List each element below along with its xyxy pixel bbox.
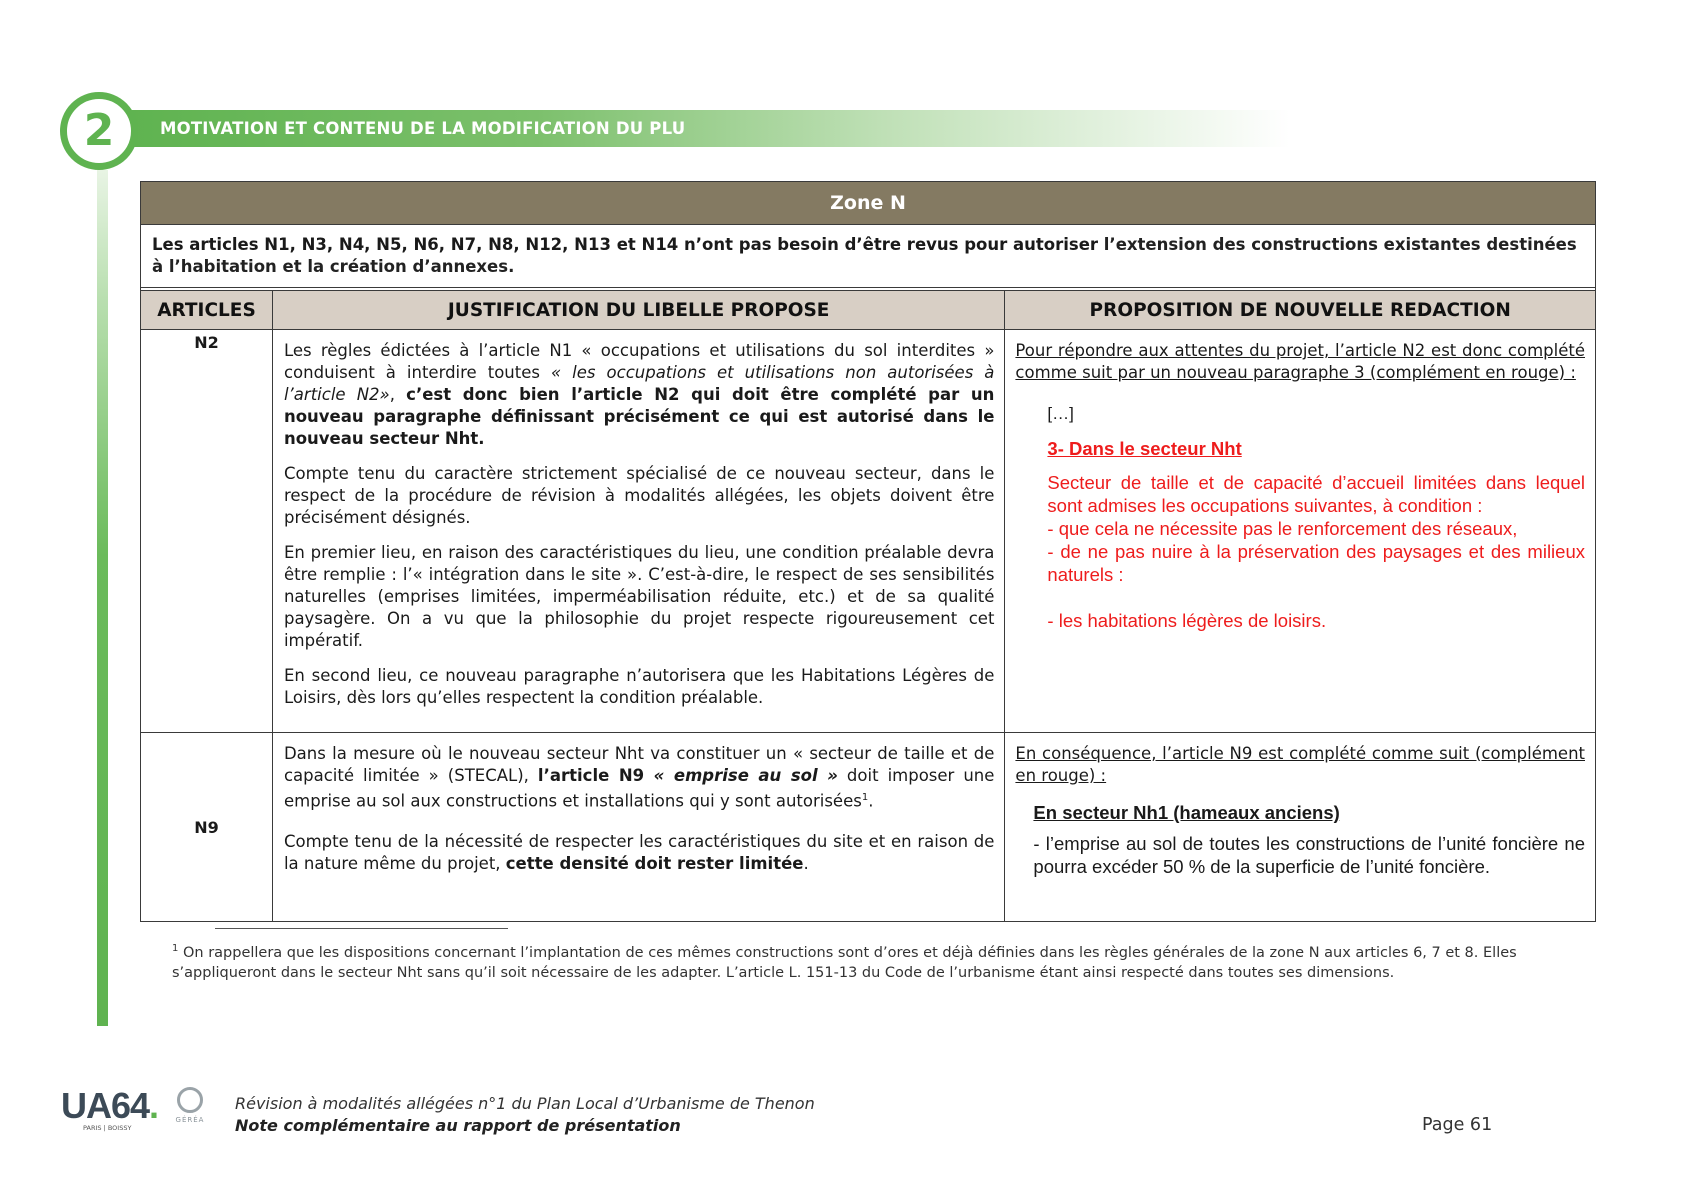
proposition-n2-heading: 3- Dans le secteur Nht — [1047, 438, 1242, 459]
article-n2: N2 — [141, 330, 273, 733]
text-segment: . — [803, 853, 809, 873]
ua64-logo — [61, 1085, 159, 1132]
proposition-n2-text: Secteur de taille et de capacité d’accueil limitées dans lequel sont admises les occupations suivantes, à condition : — [1047, 472, 1585, 516]
proposition-n2-ellipsis: […] — [1047, 404, 1074, 423]
zone-intro-note — [141, 225, 1596, 288]
ua64-logo-subtitle: PARIS | BOISSY — [83, 1124, 132, 1132]
footer-document-subtitle: Note complémentaire au rapport de présentation — [235, 1116, 681, 1135]
gerea-logo — [173, 1087, 207, 1124]
zone-n-table — [140, 181, 1596, 922]
gerea-logo-text: GÉRÉA — [175, 1116, 205, 1124]
text-segment-bold: cette densité doit rester limitée — [505, 853, 804, 873]
chapter-number: 2 — [83, 105, 115, 156]
gerea-logo-icon — [177, 1087, 203, 1113]
footnote — [172, 939, 1552, 983]
table-row-n9 — [141, 733, 1596, 922]
proposition-n2 — [1005, 330, 1596, 733]
proposition-n2-bullet-1: - que cela ne nécessite pas le renforcement des réseaux, — [1047, 518, 1518, 539]
header-proposition: PROPOSITION DE NOUVELLE REDACTION — [1005, 291, 1596, 330]
text-segment-bold: l’article N9 — [537, 766, 654, 785]
zone-intro-part2: l’extension des constructions existantes destinées à l’habitation et la création d’annexes. — [152, 235, 1577, 276]
chapter-side-bar — [97, 170, 108, 1026]
justification-n9-p1 — [284, 743, 994, 813]
proposition-n9 — [1005, 733, 1596, 922]
chapter-title: MOTIVATION ET CONTENU DE LA MODIFICATION DU PLU — [160, 119, 686, 138]
text-segment: Dans la mesure où le nouveau secteur Nht va constituer un « secteur de taille et de capacité limitée » (STECAL), — [283, 744, 995, 785]
footnote-separator — [215, 928, 508, 929]
table-row-n2 — [141, 330, 1596, 733]
header-justification: JUSTIFICATION DU LIBELLE PROPOSE — [272, 291, 1004, 330]
justification-n9 — [272, 733, 1004, 922]
proposition-n2-bullet-3: - les habitations légères de loisirs. — [1047, 610, 1327, 631]
text-segment: Les règles édictées à l’article N1 « occupations et utilisations du sol interdites » conduisent à interdire toutes — [283, 341, 995, 382]
footer-document-title: Révision à modalités allégées n°1 du Plan Local d’Urbanisme de Thenon — [235, 1094, 815, 1113]
text-segment: Compte tenu de la nécessité de respecter les caractéristiques du site et en raison de la nature même du projet, — [283, 831, 995, 873]
justification-n2-p2: Compte tenu du caractère strictement spécialisé de ce nouveau secteur, dans le respect de la procédure de révision à modalités allégées, les objets doivent être précisément désignés. — [283, 464, 995, 527]
justification-n2-p3: En premier lieu, en raison des caractéristiques du lieu, une condition préalable devra être remplie : l’« intégration dans le site ». C’est-à-dire, le respect de ses sensibilités naturelles (emprises limitées, imperméabilisation réduite, etc.) et de sa qualité paysagère. On a vu que la philosophie du projet respecte rigoureusement cet impératif. — [283, 543, 995, 650]
text-segment-bold-italic: « emprise au sol » — [653, 766, 838, 785]
chapter-number-badge — [60, 92, 138, 170]
text-segment: doit imposer une emprise au sol aux constructions et installations qui y sont autorisées — [283, 766, 995, 811]
ua64-logo-text: UA64 — [61, 1085, 150, 1126]
proposition-n9-heading: En secteur Nh1 (hameaux anciens) — [1033, 802, 1340, 823]
text-segment: , — [389, 385, 407, 404]
zone-title: Zone N — [141, 182, 1596, 225]
page-number: Page 61 — [1422, 1115, 1493, 1135]
text-segment-italic: « les occupations et utilisations non autorisées à l’article N2» — [283, 363, 995, 404]
justification-n2 — [272, 330, 1004, 733]
proposition-n2-intro: Pour répondre aux attentes du projet, l’article N2 est donc complété comme suit par un nouveau paragraphe 3 (complément en rouge) : — [1015, 341, 1585, 382]
article-n9: N9 — [141, 733, 273, 922]
header-articles: ARTICLES — [141, 291, 273, 330]
text-segment: . — [868, 791, 874, 811]
zone-intro-part1: Les articles N1, N3, N4, N5, N6, N7, N8, N12, N13 et N14 n’ont pas besoin d’être revus pour autoriser — [152, 235, 1104, 254]
proposition-n2-bullet-2: - de ne pas nuire à la préservation des paysages et des milieux naturels : — [1047, 541, 1585, 585]
footnote-marker: 1 — [172, 943, 179, 954]
justification-n2-p1 — [284, 340, 994, 450]
footnote-reference: 1 — [861, 792, 869, 803]
proposition-n9-intro: En conséquence, l’article N9 est complété comme suit (complément en rouge) : — [1015, 744, 1585, 785]
text-segment-bold: c’est donc bien l’article N2 qui doit être complété par un nouveau paragraphe définissant précisément ce qui est autorisé dans le nouveau secteur Nht. — [283, 385, 995, 448]
footnote-text: On rappellera que les dispositions concernant l’implantation de ces mêmes constructions sont d’ores et déjà définies dans les règles générales de la zone N aux articles 6, 7 et 8. Elles s’appliqueront dans le secteur Nht sans qu’il soit nécessaire de les adapter. L’article L. 151-13 du Code de l’urbanisme étant ainsi respecté dans toutes ses dimensions. — [172, 944, 1517, 981]
proposition-n9-text: - l’emprise au sol de toutes les constructions de l’unité foncière ne pourra excéder 50 % de la superficie de l’unité foncière. — [1033, 833, 1585, 877]
justification-n9-p2 — [284, 831, 994, 875]
ua64-logo-dot: . — [149, 1085, 159, 1126]
justification-n2-p4: En second lieu, ce nouveau paragraphe n’autorisera que les Habitations Légères de Loisirs, dès lors qu’elles respectent la condition préalable. — [283, 666, 995, 707]
